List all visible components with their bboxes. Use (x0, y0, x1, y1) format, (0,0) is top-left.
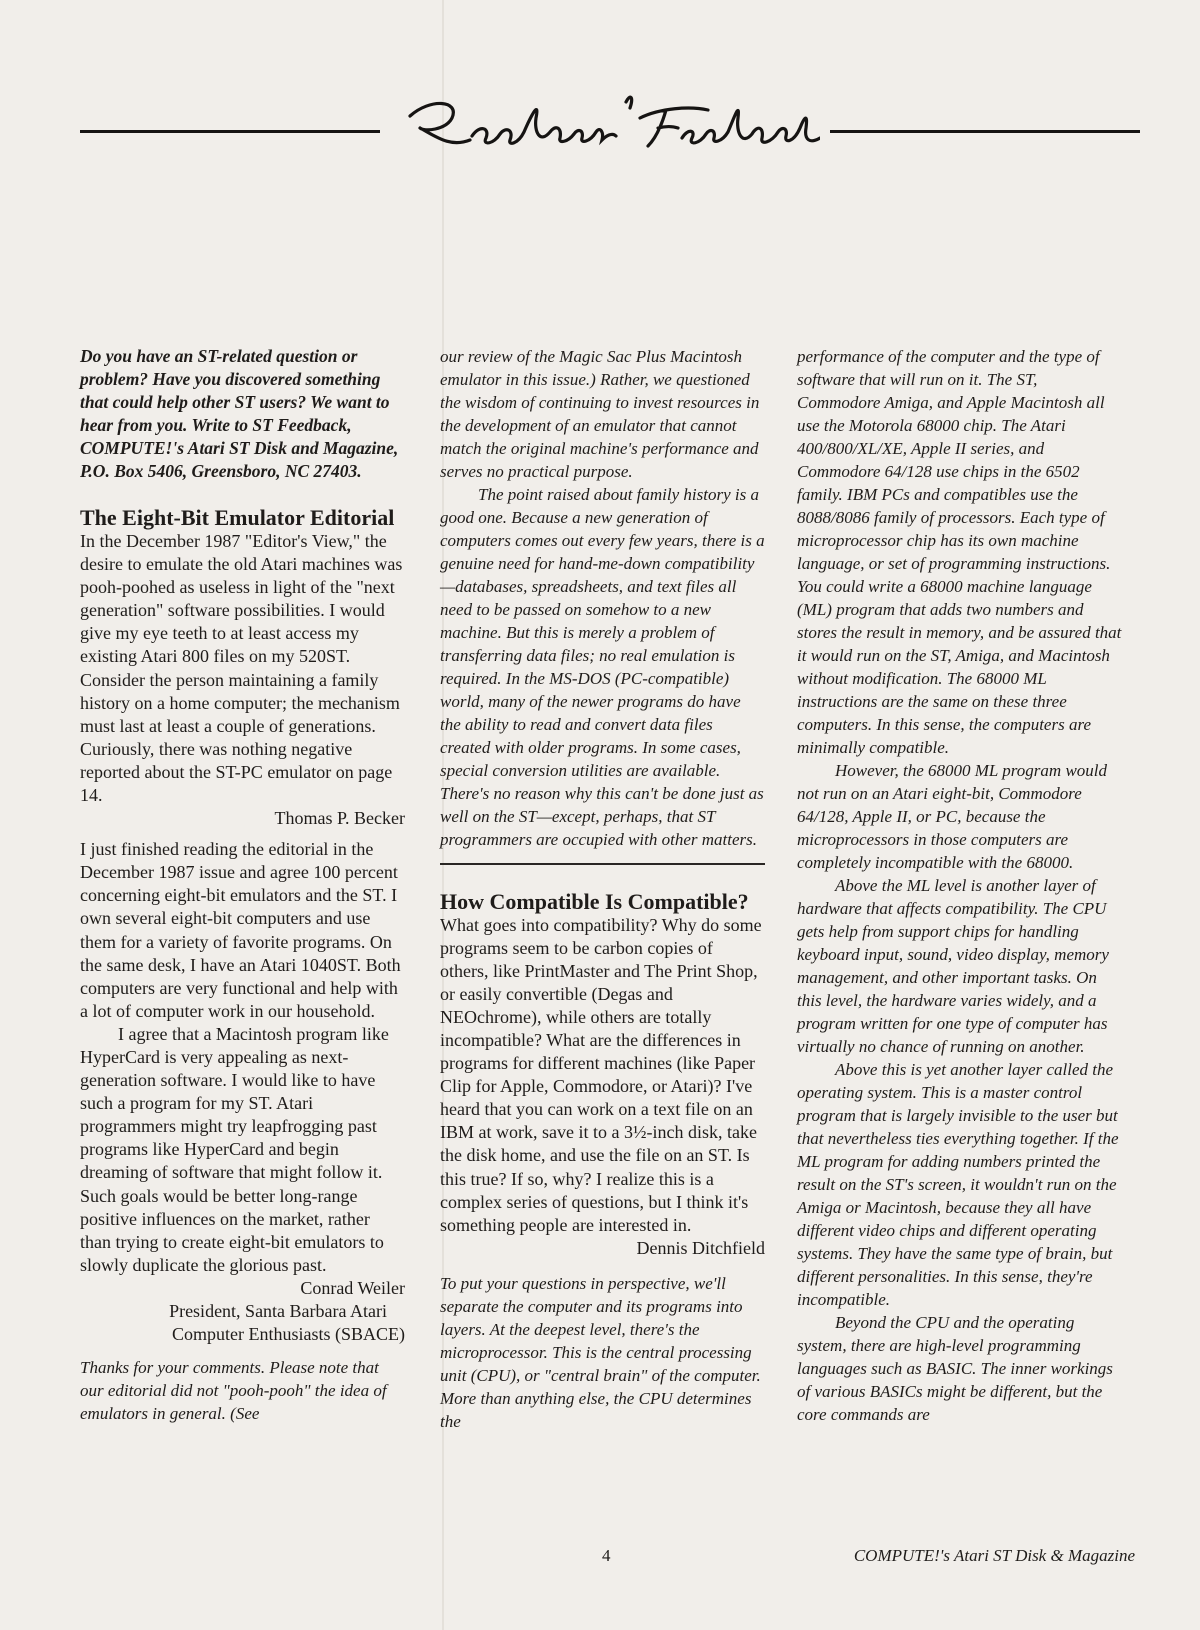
letter-weiler-p1: I just finished reading the editorial in the December 1987 issue and agree 100 percent concerning eight-bit emulators and the ST. I own several eight-bit computers and use them for a variety of favorite programs. On the same desk, I have an Atari 1040ST. Both computers are very functional and help with a lot of computer work in our household. (80, 839, 401, 1021)
column-1 (80, 345, 405, 1425)
header-title: Readers' Feedback (390, 88, 398, 89)
header-rule-right (830, 130, 1140, 133)
magazine-name: COMPUTE!'s Atari ST Disk & Magazine (853, 1546, 1135, 1565)
reply-1-continued: our review of the Magic Sac Plus Macintosh emulator in this issue.) Rather, we questioned the wisdom of continuing to invest resources in the development of an emulator that cannot match the original machine's performance and serves no practical purpose. (440, 347, 760, 481)
reply-2-p2: However, the 68000 ML program would not run on an Atari eight-bit, Commodore 64/128, Apple II, or PC, because the microprocessors in those computers are completely incompatible with the 68000. (797, 761, 1107, 872)
signature-weiler-org1: President, Santa Barbara Atari (169, 1300, 387, 1321)
reply-2-p4: Above this is yet another layer called the operating system. This is a master control program that is largely invisible to the user but that nevertheless ties everything together. If the ML program for adding numbers printed the result on the ST's screen, it wouldn't run on the Amiga or Macintosh, because they all have different video chips and different operating systems. They have the same type of brain, but different personalities. In this sense, they're incompatible. (797, 1060, 1119, 1309)
heading-how-compatible: How Compatible Is Compatible? (440, 888, 749, 914)
signature-weiler-name: Conrad Weiler (300, 1277, 405, 1298)
letter-weiler-p2: I agree that a Macintosh program like HyperCard is very appealing as next-generation software. I would like to have such a program for my ST. Atari programmers might try leapfrogging past programs like HyperCard and begin dreaming of software that might follow it. Such goals would be better long-range positive influences on the market, rather than trying to create eight-bit emulators to slowly duplicate the glorious past. (80, 1023, 389, 1275)
section-header (80, 88, 1140, 158)
reply-1-start: Thanks for your comments. Please note that our editorial did not "pooh-pooh" the idea of emulators in general. (See (80, 1357, 387, 1423)
reply-2-p3: Above the ML level is another layer of hardware that affects compatibility. The CPU gets help from support chips for handling keyboard input, sound, video display, memory management, and other important tasks. On this level, the hardware varies widely, and a program written for one type of computer has virtually no chance of running on another. (797, 876, 1109, 1056)
signature-weiler-org2: Computer Enthusiasts (SBACE) (172, 1323, 405, 1344)
column-2 (440, 345, 765, 1433)
letter-ditchfield: What goes into compatibility? Why do some programs seem to be carbon copies of others, like PrintMaster and The Print Shop, or easily convertible (Degas and NEOchrome), while others are totally incompatible? What are the differences in programs for different machines (like Paper Clip for Apple, Commodore, or Atari)? I've heard that you can work on a text file on an IBM at work, save it to a 3½-inch disk, take the disk home, and use the file on an ST. Is this true? If so, why? I realize this is a complex series of questions, but I think it's something people are interested in. (440, 914, 762, 1235)
reply-2-p5: Beyond the CPU and the operating system, there are high-level programming languages such as BASIC. The inner workings of various BASICs might be different, but the core commands are (797, 1313, 1113, 1424)
signature-ditchfield: Dennis Ditchfield (636, 1237, 765, 1258)
letter-becker: In the December 1987 "Editor's View," the desire to emulate the old Atari machines was pooh-poohed as useless in light of the "next generation" software possibilities. I would give my eye teeth to at least access my existing Atari 800 files on my 520ST. Consider the person maintaining a family history on a home computer; the mechanism must last at least a couple of generations. Curiously, there was nothing negative reported about the ST-PC emulator on page 14. (80, 531, 403, 806)
signature-becker: Thomas P. Becker (274, 808, 405, 829)
readers-feedback-logo (390, 88, 820, 158)
header-rule-left (80, 130, 380, 133)
intro-text: Do you have an ST-related question or problem? Have you discovered something that could help other ST users? We want to hear from you. Write to ST Feedback, COMPUTE!'s Atari ST Disk and Magazine, P.O. Box 5406, Greensboro, NC 27403. (80, 346, 399, 481)
page-number: 4 (602, 1546, 611, 1565)
section-divider (440, 863, 765, 865)
column-3 (797, 345, 1122, 1426)
reply-1-p2: The point raised about family history is a good one. Because a new generation of computers comes out every few years, there is a genuine need for hand-me-down compatibility—databases, spreadsheets, and text files all need to be passed on somehow to a new machine. But this is merely a problem of transferring data files; no real emulation is required. In the MS-DOS (PC-compatible) world, many of the newer programs do have the ability to read and convert data files created with older programs. In some cases, special conversion utilities are available. There's no reason why this can't be done just as well on the ST—except, perhaps, that ST programmers are occupied with other matters. (440, 485, 765, 849)
reply-2-p1: performance of the computer and the type of software that will run on it. The ST, Commodore Amiga, and Apple Macintosh all use the Motorola 68000 chip. The Atari 400/800/XL/XE, Apple II series, and Commodore 64/128 use chips in the 6502 family. IBM PCs and compatibles use the 8088/8086 family of processors. Each type of microprocessor chip has its own machine language, or set of programming instructions. You could write a 68000 machine language (ML) program that adds two numbers and stores the result in memory, and be assured that it would run on the ST, Amiga, and Macintosh without modification. The 68000 ML instructions are the same on these three computers. In this sense, the computers are minimally compatible. (797, 347, 1122, 757)
reply-2-start: To put your questions in perspective, we'll separate the computer and its programs into layers. At the deepest level, there's the microprocessor. This is the central processing unit (CPU), or "central brain" of the computer. More than anything else, the CPU determines the (440, 1273, 761, 1431)
heading-eight-bit-emulator: The Eight-Bit Emulator Editorial (80, 505, 395, 530)
